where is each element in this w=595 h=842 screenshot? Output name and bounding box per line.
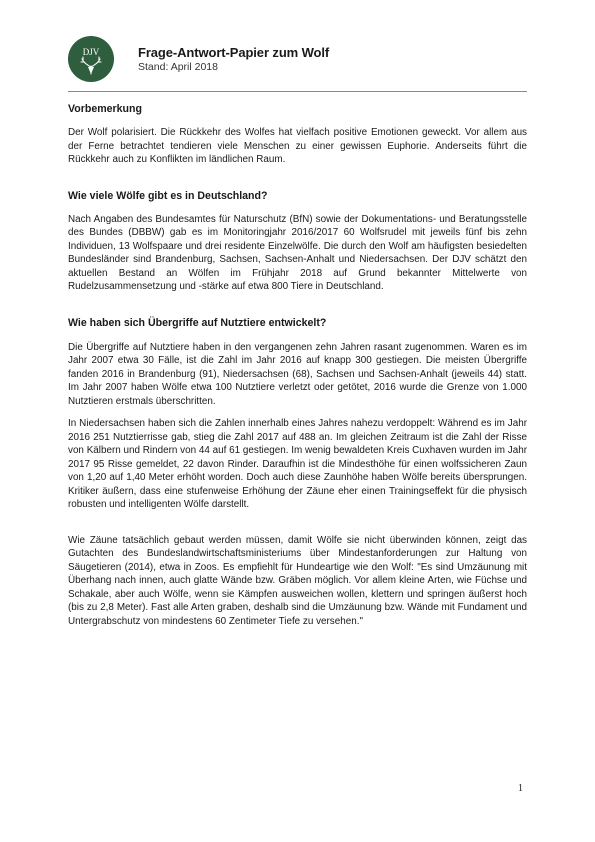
document-header: [68, 36, 528, 88]
document-title: Frage-Antwort-Papier zum Wolf: [138, 45, 330, 60]
djv-logo: [68, 36, 114, 82]
document-date: Stand: April 2018: [138, 61, 218, 73]
document-body: [68, 103, 527, 628]
section-paragraph: Die Übergriffe auf Nutztiere haben in den vergangenen zehn Jahren rasant zugenommen. Waren es im Jahr 2007 etwa 30 Fälle, ist die Zahl im Jahr 2016 auf knapp 300 gestiegen. Die meisten Übergriffe fanden 2016 in Brandenburg (91), Niedersachsen (68), Sachsen und Sachsen-Anhalt (jeweils 44) statt. Im Jahr 2007 haben Wölfe etwa 100 Nutztiere verletzt oder getötet, 2016 wurde die Grenze von 1.000 Nutztieren erstmals überschritten.: [68, 341, 527, 407]
preface-heading: Vorbemerkung: [68, 103, 142, 115]
page-number: 1: [518, 783, 523, 794]
section-heading-livestock-attacks: Wie haben sich Übergriffe auf Nutztiere entwickelt?: [68, 316, 327, 329]
section-paragraph: In Niedersachsen haben sich die Zahlen innerhalb eines Jahres nahezu verdoppelt: Während es im Jahr 2016 251 Nutztierrisse gab, stieg die Zahl 2017 auf 488 an. Im gleichen Zeitraum ist die Zahl der Risse von Kälbern und Rindern von 44 auf 61 gestiegen. Im wenig bewaldeten Kreis Cuxhaven wurden im Jahr 2017 95 Risse gemeldet, 22 davon Rinder. Daraufhin ist die Mindesthöhe für einen wolfssicheren Zaun von 1,20 auf 1,40 Meter erhöht worden. Doch auch diese Zaunhöhe haben Wölfe bereits übersprungen. Kritiker äußern, dass eine stufenweise Erhöhung der Zäune eher einen Trainingseffekt für die physisch robusten und intelligenten Wölfe darstellt.: [68, 418, 527, 510]
section-heading-wolf-count: Wie viele Wölfe gibt es in Deutschland?: [68, 189, 268, 202]
header-divider: [68, 91, 527, 92]
logo-text: DJV: [82, 47, 100, 57]
section-paragraph: Nach Angaben des Bundesamtes für Naturschutz (BfN) sowie der Dokumentations- und Beratungsstelle des Bundes (DBBW) gab es im Monitoringjahr 2016/2017 60 Wolfsrudel mit jeweils fünf bis zehn Individuen, 13 Wolfspaare und drei residente Einzelwölfe. Die durch den Wolf am häufigsten besiedelten Bundesländer sind Brandenburg, Sachsen, Sachsen-Anhalt und Niedersachsen. Der DJV schätzt den aktuellen Bestand an Wölfen im Frühjahr 2018 auf Grund bekannter Mittelwerte von Rudelzusammensetzung und -stärke auf etwa 800 Tiere in Deutschland.: [68, 213, 527, 292]
section-paragraph: Wie Zäune tatsächlich gebaut werden müssen, damit Wölfe sie nicht überwinden können, zeigt das Gutachten des Bundeslandwirtschaftsministeriums über Mindestanforderungen zur Haltung von Säugetieren (2014), etwa in Zoos. Es empfiehlt für Hundeartige wie den Wolf: "Es sind Umzäunung mit Überhang nach innen, auch glatte Wände bzw. Gräben möglich. Vor allem kleine Arten, wie Füchse und Schakale, aber auch Wölfe, wenn sie Kämpfen ausweichen wollen, klettern und springen äußerst hoch (bis zu 2,8 Meter). Fast alle Arten graben, deshalb sind die Umzäunung bzw. Wände mit Fundament und Untergrabschutz von mindestens 60 Zentimeter Tiefe zu versehen.": [68, 534, 527, 627]
preface-paragraph: Der Wolf polarisiert. Die Rückkehr des Wolfes hat vielfach positive Emotionen geweckt. Vor allem aus der Ferne betrachtet tendieren viele Menschen zu einer gewissen Euphorie. Anderseits führt die Rückkehr auch zu Konflikten im ländlichen Raum.: [68, 127, 527, 165]
